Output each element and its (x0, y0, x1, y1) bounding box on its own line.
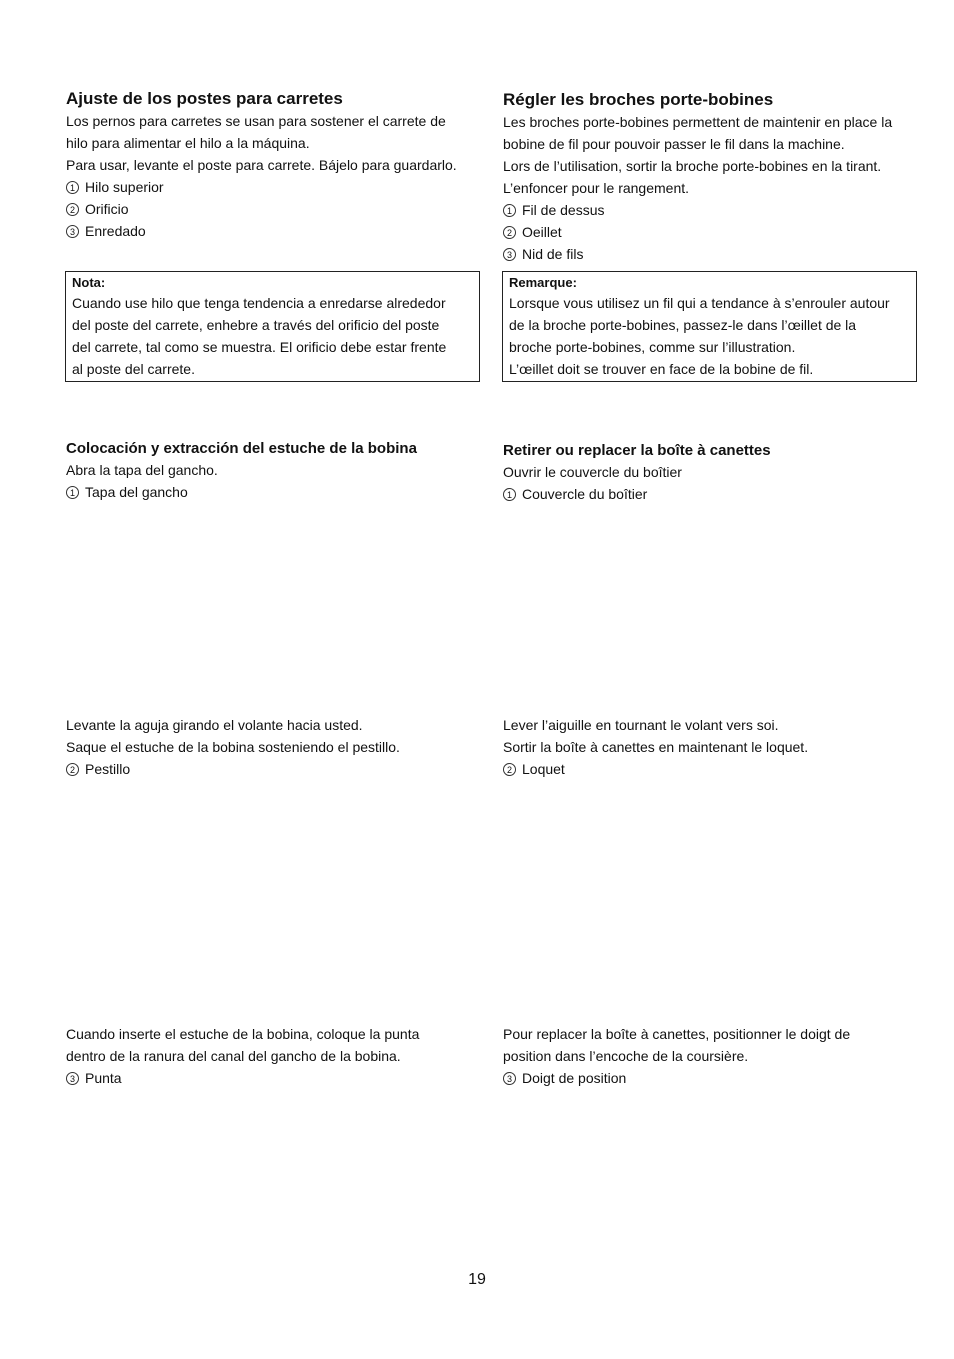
list-item-label: Tapa del gancho (85, 484, 188, 500)
paragraph: position dans l’encoche de la coursière. (503, 1048, 749, 1064)
list-item-label: Couvercle du boîtier (522, 486, 648, 502)
list-item (503, 483, 917, 505)
spool-pins-section-es (66, 88, 480, 242)
note-line: del carrete, tal como se muestra. El orificio debe estar frente (72, 339, 447, 355)
section-title: Retirer ou replacer la boîte à canettes (503, 442, 771, 459)
list-item-label: Enredado (85, 223, 146, 239)
note-line: del poste del carrete, enhebre a través del orificio del poste (72, 317, 440, 333)
list-item-label: Loquet (522, 761, 565, 777)
list-item (66, 1067, 480, 1089)
list-item-label: Nid de fils (522, 246, 584, 262)
bobbin-case-insert-fr (503, 1023, 917, 1089)
list-item (503, 243, 917, 265)
section-title: Colocación y extracción del estuche de la bobina (66, 440, 417, 457)
bobbin-case-section-fr (503, 441, 917, 505)
note-box-fr (502, 271, 917, 382)
paragraph: bobine de fil pour pouvoir passer le fil dans la machine. (503, 136, 845, 152)
paragraph: Saque el estuche de la bobina sosteniendo el pestillo. (66, 739, 400, 755)
paragraph: Los pernos para carretes se usan para sostener el carrete de (66, 113, 446, 129)
list-item-label: Doigt de position (522, 1070, 627, 1086)
list-item-label: Oeillet (522, 224, 562, 240)
number-marker: 3 (503, 1072, 516, 1085)
section-title: Régler les broches porte-bobines (503, 90, 774, 109)
number-marker: 3 (503, 248, 516, 261)
number-marker: 3 (66, 225, 79, 238)
list-item (503, 221, 917, 243)
paragraph: Les broches porte-bobines permettent de maintenir en place la (503, 114, 893, 130)
list-item (503, 1067, 917, 1089)
paragraph: Abra la tapa del gancho. (66, 462, 218, 478)
section-title: Ajuste de los postes para carretes (66, 89, 343, 108)
list-item-label: Punta (85, 1070, 122, 1086)
paragraph: Lever l’aiguille en tournant le volant vers soi. (503, 717, 779, 733)
list-item-label: Hilo superior (85, 179, 164, 195)
paragraph: Ouvrir le couvercle du boîtier (503, 464, 682, 480)
list-item (66, 220, 480, 242)
list-item (66, 176, 480, 198)
note-line: broche porte-bobines, comme sur l’illustration. (509, 339, 796, 355)
list-item (503, 758, 917, 780)
note-title: Nota: (72, 275, 106, 290)
number-marker: 2 (503, 226, 516, 239)
note-line: al poste del carrete. (72, 361, 195, 377)
number-marker: 3 (66, 1072, 79, 1085)
note-box-es (65, 271, 480, 382)
paragraph: hilo para alimentar el hilo a la máquina. (66, 135, 310, 151)
number-marker: 1 (503, 204, 516, 217)
number-marker: 1 (503, 488, 516, 501)
list-item-label: Orificio (85, 201, 129, 217)
note-line: Lorsque vous utilisez un fil qui a tendance à s’enrouler autour (509, 295, 890, 311)
bobbin-case-section-es (66, 439, 480, 503)
bobbin-case-remove-es (66, 714, 480, 780)
number-marker: 2 (66, 203, 79, 216)
note-line: Cuando use hilo que tenga tendencia a enredarse alrededor (72, 295, 446, 311)
paragraph: dentro de la ranura del canal del gancho de la bobina. (66, 1048, 401, 1064)
spool-pins-section-fr (503, 89, 917, 265)
list-item-label: Fil de dessus (522, 202, 605, 218)
paragraph: Levante la aguja girando el volante hacia usted. (66, 717, 363, 733)
note-line: de la broche porte-bobines, passez-le dans l’œillet de la (509, 317, 857, 333)
paragraph: L’enfoncer pour le rangement. (503, 180, 690, 196)
number-marker: 2 (66, 763, 79, 776)
list-item (66, 758, 480, 780)
bobbin-case-remove-fr (503, 714, 917, 780)
number-marker: 1 (66, 181, 79, 194)
paragraph: Sortir la boîte à canettes en maintenant le loquet. (503, 739, 809, 755)
paragraph: Cuando inserte el estuche de la bobina, coloque la punta (66, 1026, 420, 1042)
page-number: 19 (468, 1271, 486, 1288)
list-item-label: Pestillo (85, 761, 131, 777)
number-marker: 1 (66, 486, 79, 499)
paragraph: Para usar, levante el poste para carrete. Bájelo para guardarlo. (66, 157, 457, 173)
note-title: Remarque: (509, 275, 577, 290)
list-item (503, 199, 917, 221)
paragraph: Lors de l’utilisation, sortir la broche porte-bobines en la tirant. (503, 158, 882, 174)
list-item (66, 198, 480, 220)
note-line: L’œillet doit se trouver en face de la bobine de fil. (509, 361, 814, 377)
list-item (66, 481, 480, 503)
number-marker: 2 (503, 763, 516, 776)
bobbin-case-insert-es (66, 1023, 480, 1089)
paragraph: Pour replacer la boîte à canettes, positionner le doigt de (503, 1026, 851, 1042)
